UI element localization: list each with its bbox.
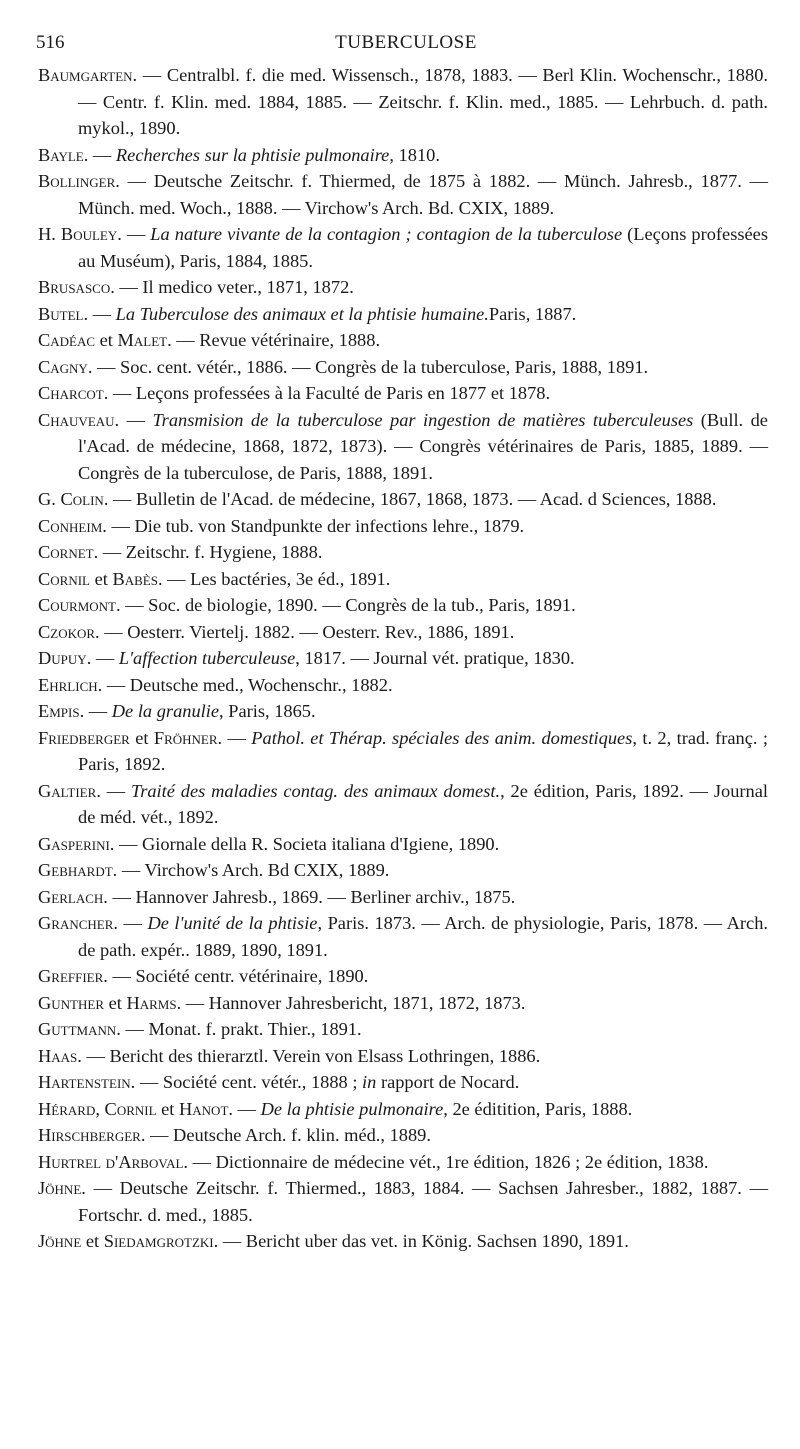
author-name: Hanot bbox=[179, 1098, 229, 1119]
reference-text: . — Virchow's Arch. Bd CXIX, 1889. bbox=[112, 860, 390, 880]
author-name: Friedberger bbox=[38, 727, 130, 748]
author-name: Ehrlich bbox=[38, 674, 98, 695]
author-name: Dupuy bbox=[38, 648, 87, 668]
reference-text: . — Die tub. von Standpunkte der infections lehre., 1879. bbox=[102, 515, 525, 536]
author-name: Courmont bbox=[38, 595, 116, 615]
author-name: Cornil bbox=[104, 1098, 157, 1119]
reference-text: . — Deutsche Zeitschr. f. Thiermed., 1883, 1884. — Sachsen Jahresber., 1882, 1887. — Fortschr. d. med., 1885. bbox=[78, 1178, 768, 1225]
reference-text: . — bbox=[83, 303, 116, 324]
work-title: L'affection tuberculeuse bbox=[118, 648, 296, 668]
author-name: Cornil bbox=[38, 568, 90, 589]
reference-text: (Leçons professées au Muséum), Paris, 1884, 1885. bbox=[78, 224, 768, 271]
reference-text: . — bbox=[79, 701, 112, 721]
reference-text: . — bbox=[86, 648, 119, 668]
reference-text: . — bbox=[83, 144, 116, 165]
running-title: TUBERCULOSE bbox=[335, 32, 477, 53]
reference-text: . — Deutsche Arch. f. klin. méd., 1889. bbox=[140, 1125, 431, 1145]
reference-text: H. bbox=[38, 224, 61, 244]
reference-text: . — Zeitschr. f. Hygiene, 1888. bbox=[93, 542, 323, 562]
author-name: Cornet bbox=[38, 542, 94, 562]
reference-text: . — Société cent. vétér., 1888 ; bbox=[130, 1072, 363, 1092]
bibliography-entry bbox=[38, 62, 768, 142]
author-name: Bollinger bbox=[38, 171, 116, 191]
reference-text: et bbox=[156, 1098, 179, 1119]
bibliography-entry bbox=[38, 1016, 768, 1043]
reference-text: . — Giornale della R. Societa italiana d'Igiene, 1890. bbox=[109, 833, 500, 854]
bibliography-entry bbox=[38, 592, 768, 619]
reference-text: . — Soc. de biologie, 1890. — Congrès de la tub., Paris, 1891. bbox=[116, 595, 576, 615]
bibliography-entry bbox=[38, 1069, 768, 1096]
reference-text: , Paris, 1865. bbox=[219, 701, 316, 721]
reference-text: . — Leçons professées à la Faculté de Paris en 1877 et 1878. bbox=[103, 383, 551, 403]
bibliography-entry bbox=[38, 142, 768, 169]
bibliography-entry bbox=[38, 778, 768, 831]
reference-text: , 2e édition, Paris, 1892. — Journal de méd. vét., 1892. bbox=[78, 780, 769, 827]
reference-text: rapport de Nocard. bbox=[376, 1072, 520, 1092]
author-name: Jöhne bbox=[38, 1231, 82, 1251]
bibliography-entry bbox=[38, 539, 768, 566]
reference-text: . — Bulletin de l'Acad. de médecine, 1867, 1868, 1873. — Acad. d Sciences, 1888. bbox=[103, 489, 717, 509]
work-title: De la phtisie pulmonaire bbox=[260, 1098, 444, 1119]
bibliography-entry bbox=[38, 698, 768, 725]
author-name: Hartenstein bbox=[38, 1072, 131, 1092]
work-title: Transmision de la tuberculose par ingestion de matières tuberculeuses bbox=[152, 409, 694, 430]
bibliography-entry bbox=[38, 274, 768, 301]
bibliography-entry bbox=[38, 1175, 768, 1228]
author-name: Haas bbox=[38, 1045, 78, 1066]
reference-text: . — Soc. cent. vétér., 1886. — Congrès de la tuberculose, Paris, 1888, 1891. bbox=[87, 356, 649, 377]
author-name: Butel bbox=[38, 303, 84, 324]
work-title: in bbox=[362, 1072, 377, 1092]
reference-text: et bbox=[81, 1231, 104, 1251]
bibliography-entry bbox=[38, 566, 768, 593]
reference-text: , 2e éditition, Paris, 1888. bbox=[443, 1098, 633, 1119]
author-name: Greffier bbox=[38, 966, 104, 986]
reference-text: et bbox=[95, 330, 118, 350]
bibliography-entry bbox=[38, 354, 768, 381]
work-title: Pathol. et Thérap. spéciales des anim. domestiques bbox=[251, 727, 633, 748]
bibliography-entry bbox=[38, 831, 768, 858]
bibliography-entry bbox=[38, 1149, 768, 1176]
bibliography-entry bbox=[38, 380, 768, 407]
reference-text: . — Oesterr. Viertelj. 1882. — Oesterr. Rev., 1886, 1891. bbox=[95, 621, 515, 642]
bibliography-entry bbox=[38, 1228, 768, 1255]
reference-text: . — Monat. f. prakt. Thier., 1891. bbox=[116, 1019, 362, 1039]
reference-text: . — Dictionnaire de médecine vét., 1re édition, 1826 ; 2e édition, 1838. bbox=[183, 1151, 709, 1172]
author-name: Gerlach bbox=[38, 886, 104, 907]
reference-text: . — Deutsche med., Wochenschr., 1882. bbox=[97, 674, 393, 695]
author-name: Brusasco bbox=[38, 277, 111, 297]
reference-text: . — Hannover Jahresb., 1869. — Berliner archiv., 1875. bbox=[103, 886, 516, 907]
bibliography-entry bbox=[38, 725, 768, 778]
author-name: Hérard bbox=[38, 1098, 96, 1119]
reference-text: . — Hannover Jahresbericht, 1871, 1872, 1873. bbox=[176, 992, 526, 1013]
author-name: Conheim bbox=[38, 515, 103, 536]
author-name: Gasperini bbox=[38, 833, 110, 854]
reference-text: . — Bericht des thierarztl. Verein von Elsass Lothringen, 1886. bbox=[77, 1045, 541, 1066]
bibliography-entry bbox=[38, 990, 768, 1017]
bibliography-entry bbox=[38, 963, 768, 990]
reference-text: , 1817. — Journal vét. pratique, 1830. bbox=[295, 648, 575, 668]
work-title: De la granulie bbox=[111, 701, 220, 721]
author-name: Hirschberger bbox=[38, 1125, 141, 1145]
author-name: Hurtrel d'Arboval bbox=[38, 1151, 184, 1172]
reference-text: . — bbox=[113, 913, 148, 933]
reference-text: , Paris. 1873. — Arch. de physiologie, Paris, 1878. — Arch. de path. expér.. 1889, 1890, 1891. bbox=[78, 913, 768, 960]
reference-text: , t. 2, trad. franç. ; Paris, 1892. bbox=[78, 727, 768, 774]
reference-text: (Bull. de l'Acad. de médecine, 1868, 1872, 1873). — Congrès vétérinaires de Paris, 1885, 1889. — Congrès de la tuberculose, de Paris, 1888, 1891. bbox=[78, 409, 768, 483]
reference-text: et bbox=[129, 727, 154, 748]
bibliography-entry bbox=[38, 513, 768, 540]
bibliography-entry bbox=[38, 910, 768, 963]
author-name: Czokor bbox=[38, 621, 96, 642]
author-name: Cagny bbox=[38, 356, 88, 377]
author-name: Gebhardt bbox=[38, 860, 113, 880]
reference-text: . — Revue vétérinaire, 1888. bbox=[167, 330, 381, 350]
page-number: 516 bbox=[36, 32, 65, 53]
work-title: Traité des maladies contag. des animaux domest. bbox=[130, 780, 501, 801]
reference-text: , bbox=[95, 1098, 105, 1119]
reference-text: , 1810. bbox=[389, 144, 440, 165]
reference-text: . — Les bactéries, 3e éd., 1891. bbox=[157, 568, 391, 589]
author-name: Chauveau bbox=[38, 409, 115, 430]
reference-text: . — bbox=[117, 224, 151, 244]
reference-text: . — Centralbl. f. die med. Wissensch., 1878, 1883. — Berl Klin. Wochenschr., 1880. — Centr. f. Klin. med. 1884, 1885. — Zeitschr. f. Klin. med., 1885. — Lehrbuch. d. path. mykol., 1890. bbox=[78, 65, 768, 138]
bibliography-list bbox=[38, 62, 768, 1255]
bibliography-entry bbox=[38, 884, 768, 911]
reference-text: . — Il medico veter., 1871, 1872. bbox=[110, 277, 354, 297]
author-name: Galtier bbox=[38, 780, 97, 801]
reference-text: . — bbox=[217, 727, 252, 748]
bibliography-entry bbox=[38, 486, 768, 513]
work-title: Recherches sur la phtisie pulmonaire bbox=[115, 144, 390, 165]
work-title: De l'unité de la phtisie bbox=[147, 913, 318, 933]
author-name: Fröhner bbox=[153, 727, 218, 748]
reference-text: . — bbox=[228, 1098, 261, 1119]
author-name: Siedamgrotzki bbox=[103, 1231, 214, 1251]
bibliography-entry bbox=[38, 1122, 768, 1149]
author-name: Baumgarten bbox=[38, 65, 133, 85]
bibliography-entry bbox=[38, 327, 768, 354]
author-name: Gunther bbox=[38, 992, 104, 1013]
bibliography-entry bbox=[38, 672, 768, 699]
author-name: Bayle bbox=[38, 144, 84, 165]
author-name: Malet bbox=[117, 330, 168, 350]
work-title: La nature vivante de la contagion ; contagion de la tuberculose bbox=[150, 224, 623, 244]
bibliography-entry bbox=[38, 1096, 768, 1123]
bibliography-entry bbox=[38, 301, 768, 328]
reference-text: . — bbox=[114, 409, 153, 430]
author-name: Empis bbox=[38, 701, 80, 721]
reference-text: . — Deutsche Zeitschr. f. Thiermed, de 1875 à 1882. — Münch. Jahresb., 1877. — Münch. med. Woch., 1888. — Virchow's Arch. Bd. CXIX, 1889. bbox=[78, 171, 768, 218]
page-header bbox=[36, 32, 776, 60]
reference-text: . — bbox=[96, 780, 131, 801]
author-name: Bouley bbox=[60, 224, 118, 244]
author-name: Babès bbox=[112, 568, 158, 589]
bibliography-entry bbox=[38, 407, 768, 487]
bibliography-entry bbox=[38, 221, 768, 274]
reference-text: . — Bericht uber das vet. in König. Sachsen 1890, 1891. bbox=[213, 1231, 629, 1251]
reference-text: Paris, 1887. bbox=[488, 303, 577, 324]
bibliography-entry bbox=[38, 619, 768, 646]
reference-text: . — Société centr. vétérinaire, 1890. bbox=[103, 966, 369, 986]
author-name: Harms bbox=[126, 992, 177, 1013]
author-name: Guttmann bbox=[38, 1019, 117, 1039]
bibliography-entry bbox=[38, 168, 768, 221]
reference-text: G. bbox=[38, 489, 61, 509]
author-name: Jöhne bbox=[38, 1178, 82, 1198]
reference-text: et bbox=[89, 568, 113, 589]
author-name: Colin bbox=[60, 489, 104, 509]
author-name: Charcot bbox=[38, 383, 104, 403]
author-name: Grancher bbox=[38, 913, 114, 933]
bibliography-entry bbox=[38, 857, 768, 884]
bibliography-entry bbox=[38, 645, 768, 672]
work-title: La Tuberculose des animaux et la phtisie humaine. bbox=[115, 303, 489, 324]
reference-text: et bbox=[104, 992, 127, 1013]
bibliography-entry bbox=[38, 1043, 768, 1070]
author-name: Cadéac bbox=[38, 330, 96, 350]
